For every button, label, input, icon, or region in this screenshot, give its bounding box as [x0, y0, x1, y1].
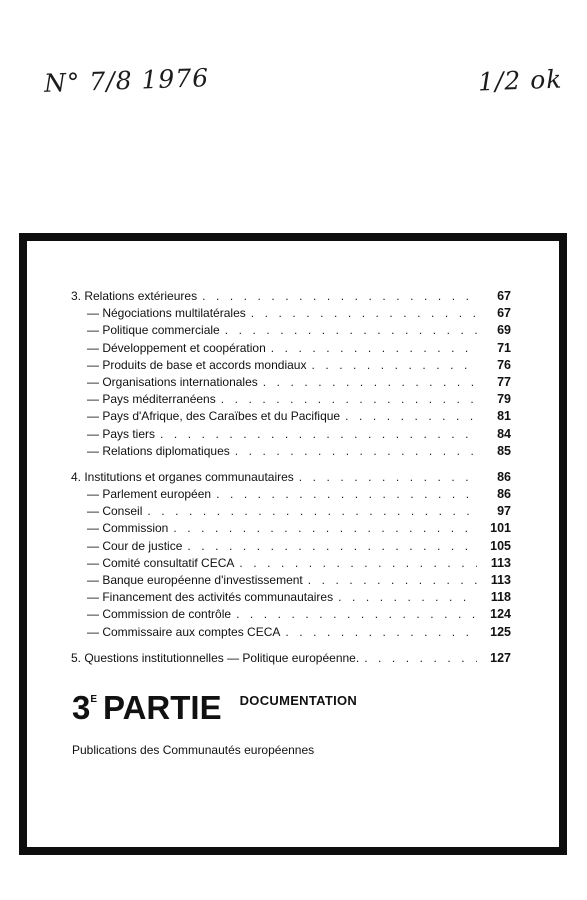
toc-page-number: 67 [497, 289, 511, 303]
toc-item [71, 340, 511, 357]
toc-item [71, 538, 511, 555]
toc-item-title: — Commission de contrôle [87, 607, 232, 622]
toc-item-title: — Cour de justice [87, 538, 183, 553]
toc-page-number: 85 [497, 443, 511, 458]
toc-item [71, 322, 511, 339]
toc-item [71, 520, 511, 537]
toc-page-number: 76 [497, 357, 511, 372]
toc-page-number: 67 [497, 306, 511, 321]
toc-page-number: 69 [497, 323, 511, 338]
toc-item-title: — Politique commerciale [87, 323, 220, 338]
dot-leader [147, 503, 477, 520]
toc-item [71, 391, 511, 408]
handwritten-note: 1/2 ok [477, 64, 563, 97]
toc-item [71, 589, 511, 606]
dot-leader [271, 340, 477, 357]
contents-frame [19, 233, 567, 855]
toc-item [71, 503, 511, 520]
toc-item [71, 443, 511, 460]
dot-leader [285, 624, 477, 641]
part-heading [72, 691, 357, 724]
toc-section-4 [71, 469, 511, 486]
dot-leader [202, 288, 477, 305]
toc-item [71, 357, 511, 374]
toc-item-title: — Commission [87, 521, 169, 536]
toc-section-title: 5. Questions institutionnelles — Politique européenne. [71, 650, 360, 665]
toc-item-title: — Pays tiers [87, 426, 156, 441]
toc-item-title: — Conseil [87, 504, 143, 519]
toc-page-number: 86 [497, 487, 511, 502]
toc-item [71, 426, 511, 443]
toc-page-number: 84 [497, 426, 511, 441]
toc-section-title: 4. Institutions et organes communautaires [71, 469, 294, 484]
toc-section-5 [71, 650, 511, 667]
toc-page-number: 118 [490, 590, 511, 605]
dot-leader [160, 426, 477, 443]
toc-item [71, 624, 511, 641]
toc-item-title: — Organisations internationales [87, 374, 258, 389]
toc-item-title: — Banque européenne d'investissement [87, 573, 303, 587]
toc-item-title: — Comité consultatif CECA [87, 555, 235, 570]
dot-leader [235, 443, 477, 460]
toc-item-title: — Pays méditerranéens [87, 392, 216, 407]
dot-leader [299, 469, 477, 486]
dot-leader [225, 322, 477, 339]
toc-page-number: 101 [490, 521, 511, 536]
toc-item-title: — Négociations multilatérales [87, 306, 246, 321]
toc-item-title: — Pays d'Afrique, des Caraïbes et du Pacifique [87, 409, 341, 424]
toc-page-number: 113 [490, 555, 511, 570]
publication-line: Publications des Communautés européennes [72, 743, 315, 757]
toc-page-number: 86 [497, 469, 511, 484]
toc-item [71, 486, 511, 503]
toc-item [71, 606, 511, 623]
dot-leader [364, 650, 477, 667]
toc-item-title: — Commissaire aux comptes CECA [87, 624, 281, 639]
toc-item [71, 572, 511, 589]
part-number: 3 [72, 689, 91, 726]
dot-leader [187, 538, 477, 555]
toc-item-title: — Relations diplomatiques [87, 443, 230, 458]
toc-item [71, 374, 511, 391]
toc-page-number: 113 [490, 573, 511, 587]
part-number-suffix: E [90, 694, 98, 705]
dot-leader [338, 589, 477, 606]
dot-leader [251, 305, 477, 322]
toc-section-3 [71, 288, 511, 305]
toc-item-title: — Produits de base et accords mondiaux [87, 357, 307, 372]
dot-leader [236, 606, 477, 623]
dot-leader [239, 555, 477, 572]
toc-item [71, 408, 511, 425]
toc-page-number: 105 [490, 538, 511, 553]
toc-item [71, 305, 511, 322]
dot-leader [263, 374, 477, 391]
part-word: PARTIE [103, 689, 222, 726]
toc-page-number: 125 [490, 624, 511, 639]
handwritten-issue-number: N° 7/8 1976 [43, 63, 210, 98]
toc-page-number: 77 [497, 374, 511, 389]
toc-section-title: 3. Relations extérieures [71, 289, 198, 303]
toc-item-title: — Financement des activités communautaires [87, 590, 334, 605]
dot-leader [308, 572, 477, 589]
toc-page-number: 79 [497, 392, 511, 407]
toc-page-number: 124 [490, 607, 511, 622]
dot-leader [173, 520, 477, 537]
toc-page-number: 127 [490, 650, 511, 665]
dot-leader [345, 408, 477, 425]
toc-item-title: — Développement et coopération [87, 340, 266, 355]
part-label: DOCUMENTATION [239, 693, 358, 708]
toc-item [71, 555, 511, 572]
dot-leader [221, 391, 477, 408]
toc-page-number: 71 [497, 340, 511, 355]
toc-page-number: 81 [497, 409, 511, 424]
table-of-contents [71, 288, 511, 667]
toc-item-title: — Parlement européen [87, 487, 212, 502]
toc-page-number: 97 [497, 504, 511, 519]
dot-leader [216, 486, 477, 503]
dot-leader [311, 357, 477, 374]
